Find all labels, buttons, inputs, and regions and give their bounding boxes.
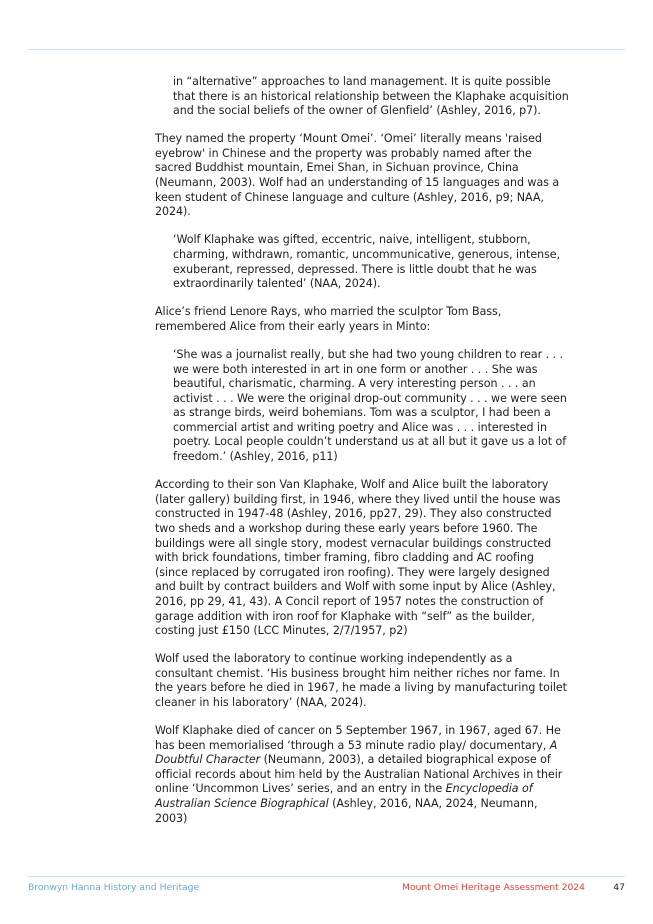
memorial-title-radio-play: A Doubtful Character — [155, 738, 558, 767]
paragraph-property-name: They named the property ‘Mount Omei’. ‘Omei’ literally means 'raised eyebrow' in Chinese and the property was probably named after the sacred Buddhist mountain, Emei Shan, in Sichuan province, China (Neumann, 2003). Wolf had an understanding of 15 languages and was a keen student of Chinese language and culture (Ashley, 2016, p9; NAA, 2024). — [155, 132, 560, 219]
memorial-text-2: (Neumann, 2003), a detailed biographical expose of official records about him held by the Australian National Archives in their online ‘Uncommon Lives’ series, and an entry in the — [155, 753, 563, 796]
paragraph-lenore-rays: Alice’s friend Lenore Rays, who married the sculptor Tom Bass, remembered Alice from their early years in Minto: — [155, 305, 502, 333]
footer-rule — [28, 876, 625, 877]
header-rule — [28, 49, 625, 50]
quote-continuation: in “alternative” approaches to land management. It is quite possible that there is an historical relationship between the Klaphake acquisition and the social beliefs of the owner of Glenfield’ (Ashley, 2016, p7). — [173, 75, 569, 118]
paragraph-death-memorial — [155, 724, 570, 826]
footer-report-title: Mount Omei Heritage Assessment 2024 — [402, 882, 585, 893]
memorial-text-3: (Ashley, 2016, NAA, 2024, Neumann, 2003) — [155, 797, 538, 825]
quote-wolf-description: ‘Wolf Klaphake was gifted, eccentric, naive, intelligent, stubborn, charming, withdrawn, romantic, uncommunicative, generous, intense, exuberant, repressed, depressed. There is little doubt that he was extraordinarily talented’ (NAA, 2024). — [173, 233, 561, 291]
page-footer — [28, 881, 625, 895]
memorial-text-1: Wolf Klaphake died of cancer on 5 September 1967, in 1967, aged 67. He has been memorialised ‘through a 53 minute radio play/ documentary, — [155, 724, 561, 752]
page-body — [155, 75, 570, 840]
memorial-title-encyclopedia: Encyclopedia of Australian Science Biographical — [155, 782, 533, 811]
quote-lenore-rays: ‘She was a journalist really, but she had two young children to rear . . . we were both interested in art in one form or another . . . She was beautiful, charismatic, charming. A very interesting person . . . an activist . . . We were the original drop-out community . . . we were seen as strange birds, weird bohemians. Tom was a sculptor, I had been a commercial artist and writing poetry and Alice was . . . interested in poetry. Local people couldn’t understand us at all but it gave us a lot of freedom.’ (Ashley, 2016, p11) — [173, 347, 567, 464]
footer-author: Bronwyn Hanna History and Heritage — [28, 882, 200, 893]
page-number: 47 — [613, 882, 625, 893]
paragraph-buildings: According to their son Van Klaphake, Wolf and Alice built the laboratory (later gallery) building first, in 1946, where they lived until the house was constructed in 1947-48 (Ashley, 2016, pp27, 29). They also constructed two sheds and a workshop during these early years before 1960. The buildings were all single story, modest vernacular buildings constructed with brick foundations, timber framing, fibro cladding and AC roofing (since replaced by corrugated iron roofing). They were largely designed and built by contract builders and Wolf with some input by Alice (Ashley, 2016, pp 29, 41, 43). A Concil report of 1957 notes the construction of garage addition with iron roof for Klaphake with “self” as the builder, costing just £150 (LCC Minutes, 2/7/1957, p2) — [155, 478, 561, 638]
paragraph-laboratory: Wolf used the laboratory to continue working independently as a consultant chemist. ‘His business brought him neither riches nor fame. In the years before he died in 1967, he made a living by manufacturing toilet cleaner in his laboratory’ (NAA, 2024). — [155, 652, 567, 709]
